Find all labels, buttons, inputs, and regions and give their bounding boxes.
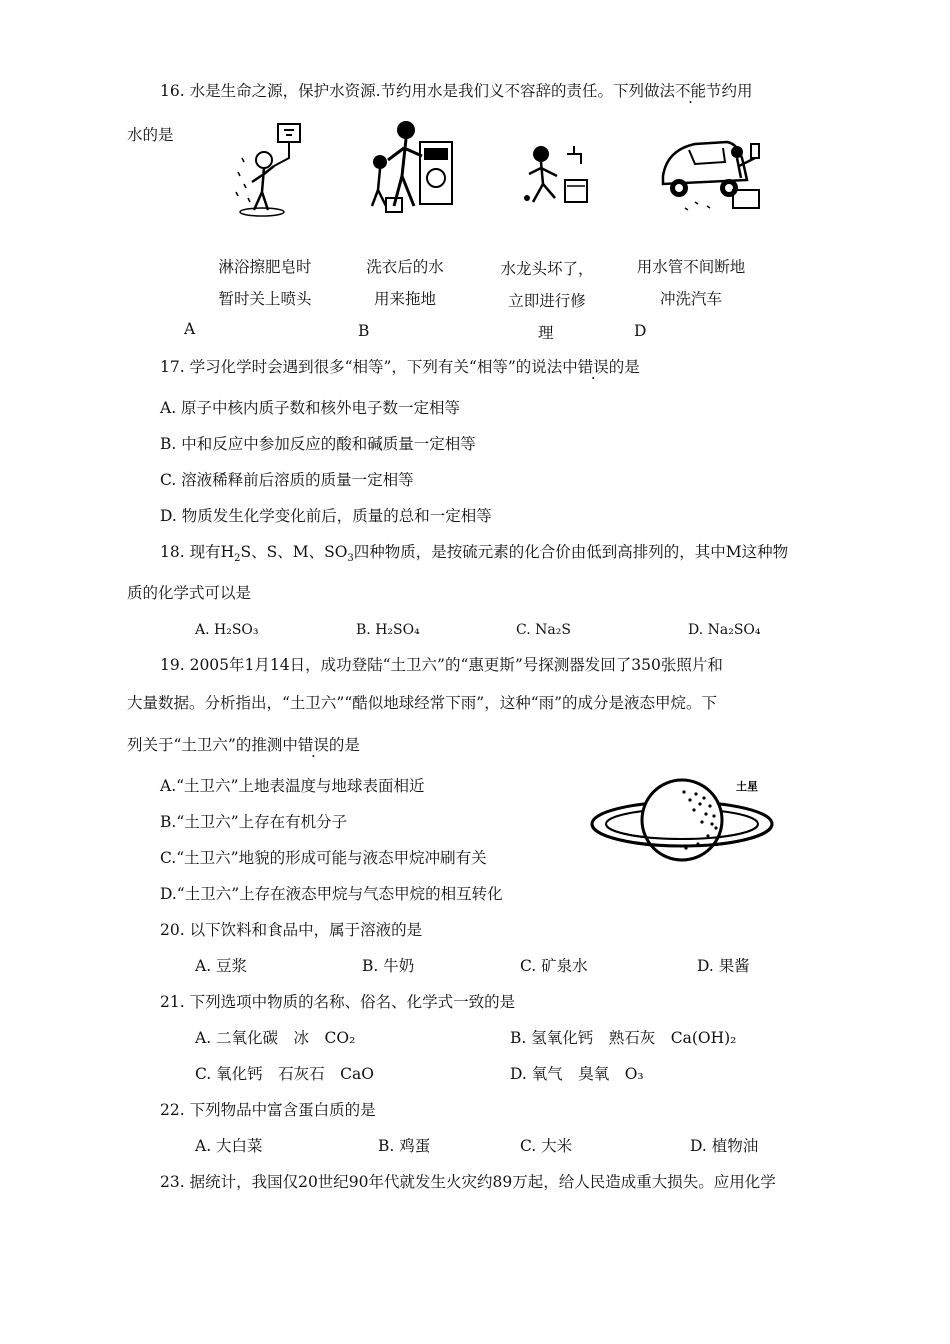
q17-stem-tail: 的是 xyxy=(608,358,640,376)
q21-option-d: D. 氧气 臭氧 O₃ xyxy=(510,1065,644,1083)
q20-option-d: D. 果酱 xyxy=(697,957,750,975)
q16-option-a-caption-1: 淋浴擦肥皂时 xyxy=(218,258,312,276)
q21-option-a: A. 二氧化碳 冰 CO₂ xyxy=(195,1029,356,1047)
q22-option-d: D. 植物油 xyxy=(690,1137,759,1155)
q17-option-b: B. 中和反应中参加反应的酸和碱质量一定相等 xyxy=(160,435,476,453)
q16-option-b-caption-2: 用来拖地 xyxy=(373,290,436,308)
q16-option-c-caption-3: 理 xyxy=(538,324,554,342)
q16-emphasis: 不能 xyxy=(675,82,707,100)
q20-option-a: A. 豆浆 xyxy=(195,957,248,975)
q19-stem-line1: 19. 2005年1月14日，成功登陆“土卫六”的“惠更斯”号探测器发回了350张照片和 xyxy=(160,656,723,674)
q18-option-a: A. H₂SO₃ xyxy=(195,622,259,638)
q18-stem-c: 四种物质，是按硫元素的化合价由低到高排列的，其中M这种物 xyxy=(353,543,789,561)
q16-option-d-caption-2: 冲洗汽车 xyxy=(659,290,722,308)
q16-option-d-letter: D xyxy=(634,322,647,340)
q16-option-c-caption-1: 水龙头坏了， xyxy=(500,260,594,278)
q16-option-a-caption-2: 暂时关上喷头 xyxy=(218,290,312,308)
faucet-repair-illustration xyxy=(517,136,597,216)
q18-stem-line2: 质的化学式可以是 xyxy=(127,584,252,602)
q18-option-c: C. Na₂S xyxy=(516,622,571,638)
q21-option-c: C. 氧化钙 石灰石 CaO xyxy=(195,1065,374,1083)
q19-stem-a: 列关于“土卫六”的推测中 xyxy=(127,736,298,754)
q22-option-b: B. 鸡蛋 xyxy=(378,1137,431,1155)
q16-option-d-caption-1: 用水管不间断地 xyxy=(636,258,746,276)
laundry-illustration xyxy=(358,116,458,220)
q22-stem: 22. 下列物品中富含蛋白质的是 xyxy=(160,1101,376,1119)
q17-option-c: C. 溶液稀释前后溶质的质量一定相等 xyxy=(160,471,414,489)
q18-stem-b: S、S、M、SO xyxy=(240,543,348,561)
q19-option-a: A.“土卫六”上地表温度与地球表面相近 xyxy=(160,777,425,795)
q16-option-c-caption-2: 立即进行修 xyxy=(508,292,586,310)
q17-option-d: D. 物质发生化学变化前后，质量的总和一定相等 xyxy=(160,507,492,525)
q18-option-d: D. Na₂SO₄ xyxy=(688,622,761,638)
q19-stem-b: 的是 xyxy=(328,736,360,754)
q17-option-a: A. 原子中核内质子数和核外电子数一定相等 xyxy=(160,399,461,417)
q16-option-a-letter: A xyxy=(184,320,196,338)
q19-stem-line2: 大量数据。分析指出，“土卫六”“酷似地球经常下雨”，这种“雨”的成分是液态甲烷。下 xyxy=(127,694,718,712)
q19-emphasis: 错误 xyxy=(297,736,329,754)
saturn-label: 土星 xyxy=(736,780,758,793)
q17-emphasis: 错误 xyxy=(577,358,609,376)
q16-option-b-caption-1: 洗衣后的水 xyxy=(366,258,444,276)
q16-option-b-letter: B xyxy=(358,322,370,340)
q21-option-b: B. 氢氧化钙 熟石灰 Ca(OH)₂ xyxy=(510,1029,737,1047)
q21-stem: 21. 下列选项中物质的名称、俗名、化学式一致的是 xyxy=(160,993,516,1011)
q19-stem-line3 xyxy=(127,734,360,756)
q16-stem-line2: 水的是 xyxy=(127,126,174,144)
car-wash-illustration xyxy=(655,122,775,218)
q19-option-b: B.“土卫六”上存在有机分子 xyxy=(160,813,348,831)
saturn-illustration xyxy=(586,776,778,866)
q18-stem-line1: 18. 现有$H_2S$、S、M、$SO_3$四种物质，是按硫元素的化合价由低到高排列的，其中M这种物 xyxy=(160,543,789,565)
shower-illustration xyxy=(228,118,308,218)
q16-stem-line1 xyxy=(160,80,753,102)
q19-option-c: C.“土卫六”地貌的形成可能与液态甲烷冲刷有关 xyxy=(160,849,487,867)
q16-stem-text: 16. 水是生命之源，保护水资源.节约用水是我们义不容辞的责任。下列做法 xyxy=(160,82,676,100)
q18-stem-a: 18. 现有H xyxy=(160,543,235,561)
q20-stem: 20. 以下饮料和食品中，属于溶液的是 xyxy=(160,921,423,939)
q16-stem-tail: 节约用 xyxy=(706,82,753,100)
q22-option-c: C. 大米 xyxy=(520,1137,573,1155)
q23-stem-line1: 23. 据统计，我国仅20世纪90年代就发生火灾约89万起，给人民造成重大损失。应用化学 xyxy=(160,1173,776,1191)
q18-option-b: B. H₂SO₄ xyxy=(356,622,420,638)
q17-stem-text: 17. 学习化学时会遇到很多“相等”，下列有关“相等”的说法中 xyxy=(160,358,578,376)
q20-option-c: C. 矿泉水 xyxy=(520,957,588,975)
q17-stem xyxy=(160,356,640,378)
q20-option-b: B. 牛奶 xyxy=(362,957,415,975)
q22-option-a: A. 大白菜 xyxy=(195,1137,263,1155)
q19-option-d: D.“土卫六”上存在液态甲烷与气态甲烷的相互转化 xyxy=(160,885,503,903)
